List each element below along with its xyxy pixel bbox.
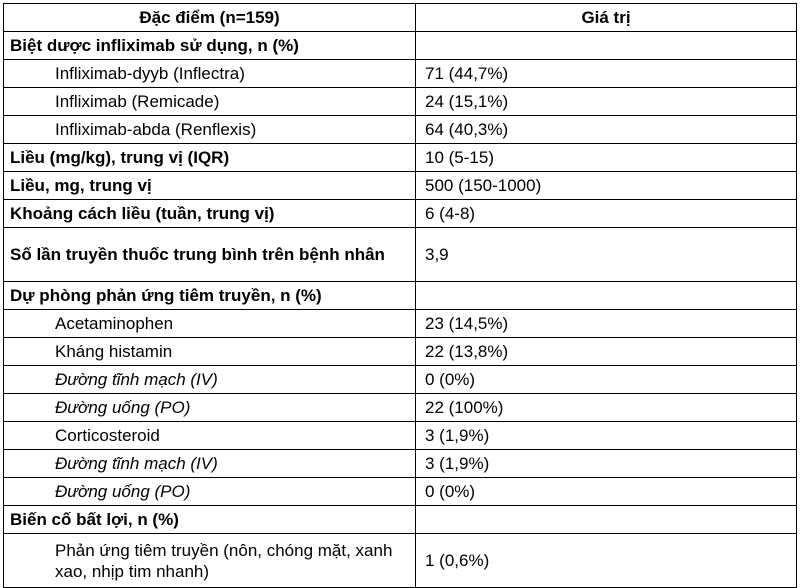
table-row: [4, 394, 797, 422]
table-row: [4, 310, 797, 338]
row-value: [416, 282, 797, 310]
row-value: 0 (0%): [416, 478, 797, 506]
table-row: [4, 506, 797, 534]
row-label: Số lần truyền thuốc trung bình trên bệnh nhân: [4, 228, 416, 282]
table-row: [4, 366, 797, 394]
table-row: [4, 478, 797, 506]
table-row: [4, 282, 797, 310]
row-label: Corticosteroid: [4, 422, 416, 450]
table-row: [4, 228, 797, 282]
table-row: [4, 172, 797, 200]
row-label: Đường uống (PO): [4, 478, 416, 506]
row-value: 3,9: [416, 228, 797, 282]
row-value: 22 (13,8%): [416, 338, 797, 366]
row-label: Phản ứng tiêm truyền (nôn, chóng mặt, xanh xao, nhịp tim nhanh): [4, 534, 416, 588]
row-label: Infliximab-dyyb (Inflectra): [4, 60, 416, 88]
table-row: [4, 32, 797, 60]
row-label: Đường tĩnh mạch (IV): [4, 366, 416, 394]
row-value: 22 (100%): [416, 394, 797, 422]
row-label: Acetaminophen: [4, 310, 416, 338]
row-label: Đường tĩnh mạch (IV): [4, 450, 416, 478]
row-label: Đường uống (PO): [4, 394, 416, 422]
row-label: Biến cố bất lợi, n (%): [4, 506, 416, 534]
row-label: Dự phòng phản ứng tiêm truyền, n (%): [4, 282, 416, 310]
header-characteristic: Đặc điểm (n=159): [4, 4, 416, 32]
table-row: [4, 88, 797, 116]
row-value: 24 (15,1%): [416, 88, 797, 116]
table-row: [4, 422, 797, 450]
row-label: Infliximab (Remicade): [4, 88, 416, 116]
row-label: Liều, mg, trung vị: [4, 172, 416, 200]
header-value: Giá trị: [416, 4, 797, 32]
row-value: 3 (1,9%): [416, 450, 797, 478]
table-row: [4, 200, 797, 228]
characteristics-table: [3, 3, 797, 588]
row-value: 71 (44,7%): [416, 60, 797, 88]
row-value: 6 (4-8): [416, 200, 797, 228]
row-value: 10 (5-15): [416, 144, 797, 172]
table-row: [4, 116, 797, 144]
row-value: [416, 32, 797, 60]
row-label: Infliximab-abda (Renflexis): [4, 116, 416, 144]
table-row: [4, 450, 797, 478]
row-label: Khoảng cách liều (tuần, trung vị): [4, 200, 416, 228]
row-value: 1 (0,6%): [416, 534, 797, 588]
row-value: 0 (0%): [416, 366, 797, 394]
table-row: [4, 534, 797, 588]
row-value: 500 (150-1000): [416, 172, 797, 200]
table-row: [4, 60, 797, 88]
row-label: Biệt dược infliximab sử dụng, n (%): [4, 32, 416, 60]
table-row: [4, 144, 797, 172]
table-row: [4, 338, 797, 366]
row-label: Liều (mg/kg), trung vị (IQR): [4, 144, 416, 172]
row-value: 64 (40,3%): [416, 116, 797, 144]
row-label: Kháng histamin: [4, 338, 416, 366]
row-value: [416, 506, 797, 534]
table-header-row: [4, 4, 797, 32]
row-value: 23 (14,5%): [416, 310, 797, 338]
row-value: 3 (1,9%): [416, 422, 797, 450]
